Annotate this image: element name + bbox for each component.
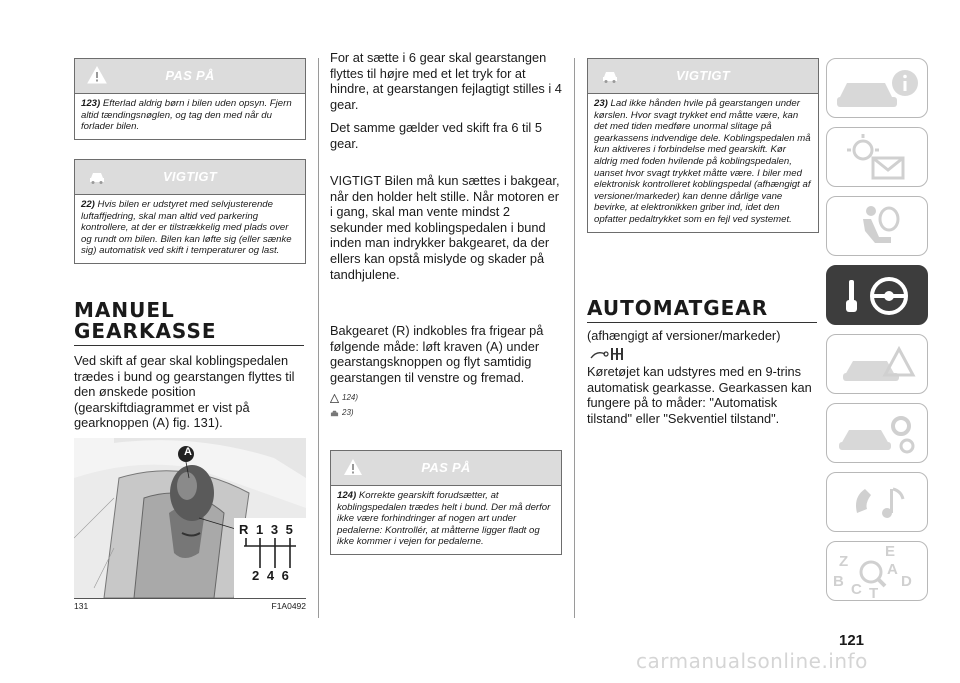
- warning-box-pas-paa: [74, 58, 306, 140]
- gear-pattern-top-row: R 1 3 5: [239, 522, 295, 537]
- figure-131: [74, 438, 306, 611]
- gear-pattern-bottom-row: 2 4 6: [252, 568, 291, 583]
- heading-line-1: MANUEL: [74, 298, 175, 322]
- paragraph-sixth-gear: For at sætte i 6 gear skal gearstangen flyttes til højre med et let tryk for at hindre, at gearstangen fejlagtigt stilles i 4 gear.: [330, 50, 562, 112]
- figure-label-a: A: [184, 446, 192, 458]
- phone-music-icon: [827, 473, 929, 533]
- column-divider-1: [318, 58, 319, 618]
- tab-safety[interactable]: [826, 196, 928, 256]
- warning-box-header-2: [331, 451, 561, 486]
- tab-index[interactable]: [826, 541, 928, 601]
- warning-text-2: Korrekte gearskift forudsætter, at koblingspedalen trædes helt i bund. Der må derfor ikke være forhindringer af nogen art under pedalerne: Kontrollér, at måtterne ligger fladt og ikke kommer i vejen for pedalerne.: [337, 490, 551, 548]
- reference-warning: [330, 393, 358, 403]
- car-service-gears-icon: [827, 404, 929, 464]
- page-number: 121: [839, 632, 865, 649]
- heading-rule: [74, 345, 304, 346]
- heading-line-2: GEARKASSE: [74, 319, 217, 343]
- warning-box-title: PAS PÅ: [165, 68, 215, 83]
- column-divider-2: [574, 58, 575, 618]
- important-box-title: VIGTIGT: [162, 169, 218, 184]
- watermark: carmanualsonline.info: [636, 649, 868, 673]
- tab-multimedia[interactable]: [826, 472, 928, 532]
- tab-lights-messages[interactable]: [826, 127, 928, 187]
- important-box-body: [75, 195, 305, 263]
- warning-ref-2: 124): [337, 490, 357, 501]
- figure-number: 131: [74, 601, 89, 611]
- important-box-vigtigt-2: [587, 58, 819, 233]
- important-box-title-2: VIGTIGT: [675, 68, 731, 83]
- heading-rule-2: [587, 322, 817, 323]
- alphabetical-index-icon: [827, 542, 929, 602]
- index-letter-t: T: [869, 585, 879, 602]
- warning-text: Efterlad aldrig børn i bilen uden opsyn. Fjern altid tændingsnøglen, og tag den med når du forlader bilen.: [81, 98, 292, 133]
- tab-starting-driving[interactable]: [826, 265, 928, 325]
- paragraph-same-applies: Det samme gælder ved skift fra 6 til 5 gear.: [330, 120, 542, 151]
- car-info-icon: [827, 59, 929, 119]
- tab-emergency[interactable]: [826, 334, 928, 394]
- car-small-icon: [330, 409, 339, 418]
- automatic-paragraph: Køretøjet kan udstyres med en 9-trins automatisk gearkasse. Gearkassen kan fungere på to måder: "Automatisk tilstand" eller "Sekventiel tilstand".: [587, 364, 812, 426]
- important-box-header-2: [588, 59, 818, 94]
- figure-code: F1A0492: [271, 601, 306, 611]
- index-letter-z: Z: [839, 553, 849, 570]
- automatic-subtitle: (afhængigt af versioner/markeder): [587, 328, 781, 343]
- important-box-header: [75, 160, 305, 195]
- section-heading-manual: [74, 300, 304, 346]
- warning-box-pas-paa-2: [330, 450, 562, 555]
- important-text-2: Lad ikke hånden hvile på gearstangen under kørslen. Hvor svagt trykket end måtte være, kan det med tiden medføre unormal slitage på gearkassens indvendige dele. Koblingspedalen må kun aktiveres i forbindelse med gearskift. Kør aldrig med foden hvilende på koblingspedalen, uanset hvor svagt trykket måtte være. I biler med elektronisk kontrolleret koblingspedal (afhængigt af versioner/markeder) kan denne dårlige vane bevirke, at elektronikken griber ind, idet den opfatter pedaltrykket som en fejl ved systemet.: [594, 98, 811, 225]
- car-warning-icon: [827, 335, 929, 395]
- gear-knob-illustration: [74, 438, 306, 599]
- important-ref-2: 23): [594, 98, 608, 109]
- reference-important-number: 23): [342, 408, 354, 417]
- important-ref: 22): [81, 199, 95, 210]
- important-box-body-2: [588, 94, 818, 232]
- section-heading-automatic: [587, 298, 817, 323]
- important-text: Hvis bilen er udstyret med selvjusterende luftaffjedring, skal man altid ved parkering kontrollere, at der er tilstrækkelig med plads over og rundt om bilen. Bilen kan løfte sig (eller sænke sig) automatisk ved skift i temperaturer og last.: [81, 199, 292, 257]
- manual-paragraph: Ved skift af gear skal koblingspedalen trædes i bund og gearstangen flyttes til den ønskede position (gearskiftdiagrammet er vist på gearknoppen (A) fig. 131).: [74, 353, 295, 431]
- reference-warning-number: 124): [342, 393, 359, 402]
- warning-ref: 123): [81, 98, 101, 109]
- heading-automatgear: AUTOMATGEAR: [587, 296, 769, 320]
- warning-triangle-small-icon: [330, 394, 339, 403]
- warning-box-header: [75, 59, 305, 94]
- lights-message-icon: [827, 128, 929, 188]
- index-letter-a: A: [887, 561, 898, 578]
- index-letter-d: D: [901, 573, 912, 590]
- automatic-gearbox-icon: [589, 346, 629, 362]
- chapter-sidebar: [826, 58, 928, 610]
- warning-box-body: [75, 94, 305, 139]
- warning-box-title-2: PAS PÅ: [421, 460, 471, 475]
- important-box-vigtigt: [74, 159, 306, 264]
- index-letter-e: E: [885, 543, 896, 560]
- paragraph-reverse-engage: Bakgearet (R) indkobles fra frigear på følgende måde: løft kraven (A) under gearstangsknoppen og flyt samtidig gearstangen til venstre og fremad.: [330, 323, 544, 385]
- tab-maintenance[interactable]: [826, 403, 928, 463]
- key-steering-wheel-icon: [827, 266, 929, 326]
- reference-important: [330, 408, 354, 418]
- paragraph-reverse-important: VIGTIGT Bilen må kun sættes i bakgear, når den holder helt stille. Når motoren er i gang, skal man vente mindst 2 sekunder med koblingspedalen i bund inden man indrykker bakgearet, da der ellers kan opstå mislyde og skader på tandhjulene.: [330, 173, 560, 282]
- warning-box-body-2: [331, 486, 561, 554]
- tab-car-info[interactable]: [826, 58, 928, 118]
- seat-airbag-icon: [827, 197, 929, 257]
- figure-caption: [74, 601, 306, 611]
- index-letter-b: B: [833, 573, 844, 590]
- index-letter-c: C: [851, 581, 862, 598]
